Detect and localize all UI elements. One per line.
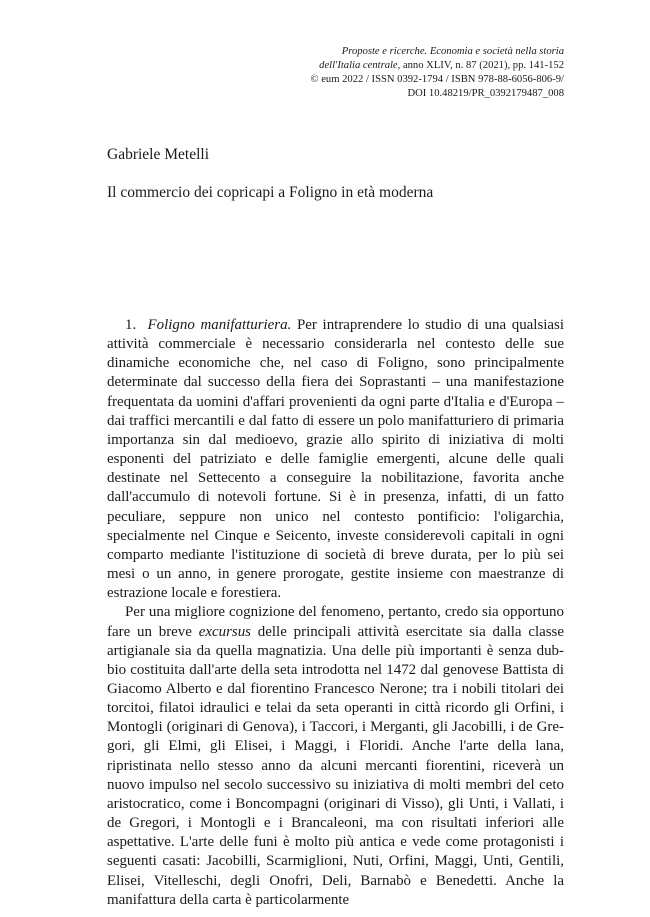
- paragraph-1-text: Per intraprendere lo studio di una qualsiasi attività commerciale è necessario considerarla nel contesto delle sue dinamiche economiche che, nel caso di Foligno, sono principalmente determinate dal successo della fiera dei Soprastanti – una manifestazione frequentata da uomini d'affari provenienti da ogni parte d'Italia e d'Europa – dai traffici mercantili e dal fatto di essere un polo manifatturiero di primaria importanza sin dal medioevo, grazie allo spirito di iniziativa di molti esponenti del patriziato e delle famiglie emergenti, alcune delle quali destinate nel Settecento a conseguire la nobilitazione, favorita anche dall'accumulo di notevoli fortune. Si è in presenza, infatti, di un fatto peculiare, seppure non unico nel contesto pontificio: l'oligarchia, specialmente nel Cinque e Seicento, investe considerevoli capitali in ogni comparto mediante l'istituzione di società di breve durata, per lo più sei mesi o un anno, in genere prorogate, gestite insieme con maestranze di estrazione locale e forestiera.: [107, 317, 565, 602]
- doi: DOI 10.48219/PR_0392179487_008: [407, 88, 564, 99]
- journal-title: Proposte e ricerche. Economia e società nella storia: [341, 46, 564, 57]
- section-number: 1.: [125, 317, 137, 333]
- paragraph-1: [107, 316, 564, 603]
- paragraph-2: Per una migliore cognizione del fenomeno, pertanto, credo sia opportuno fare un breve excursus delle principali attività esercitate sia dalla classe artigianale sia da quella magnatizia. Una delle più importanti è senza dubbio costituita dall'arte della seta introdotta nel 1472 dal genovese Battista di Giacomo Alberto e dal fiorentino Francesco Nerone; tra i nobili titolari dei torcitoi, filatoi idraulici e telai da seta operanti in città ricordo gli Orfini, i Montogli (originari di Genova), i Taccori, i Merganti, gli Jacobilli, i de Gregori, gli Elmi, gli Elisei, i Maggi, i Floridi. Anche l'arte della lana, ripristinata nello stesso anno da alcuni mercanti fiorentini, riceverà un nuovo impulso nel secolo successivo su iniziativa di molti membri del ceto aristocratico, come i Boncompagni (originari di Visso), gli Unti, i Vallati, i de Gregori, i Montogli e i Brancaleoni, ma con risultati inferiori alle aspettative. L'arte delle funi è molto più antica e vede come protagonisti i seguenti casati: Jacobilli, Scarmiglioni, Nuti, Orfini, Maggi, Unti, Gentili, Elisei, Vitelleschi, degli Onofri, Deli, Barnabò e Benedetti. Anche la manifattura della carta è particolarmente: [107, 604, 564, 908]
- journal-header: [264, 45, 564, 101]
- author-name: Gabriele Metelli: [107, 146, 209, 163]
- section-title: Foligno manifatturiera.: [147, 317, 292, 333]
- article-body: [107, 316, 564, 910]
- publisher-line: © eum 2022 / ISSN 0392-1794 / ISBN 978-88-6056-806-9/: [310, 74, 564, 85]
- article-title: Il commercio dei copricapi a Foligno in età moderna: [107, 184, 434, 201]
- journal-volume: dell'Italia centrale, anno XLIV, n. 87 (2021), pp. 141-152: [319, 60, 564, 71]
- italic-term: excursus: [198, 623, 251, 640]
